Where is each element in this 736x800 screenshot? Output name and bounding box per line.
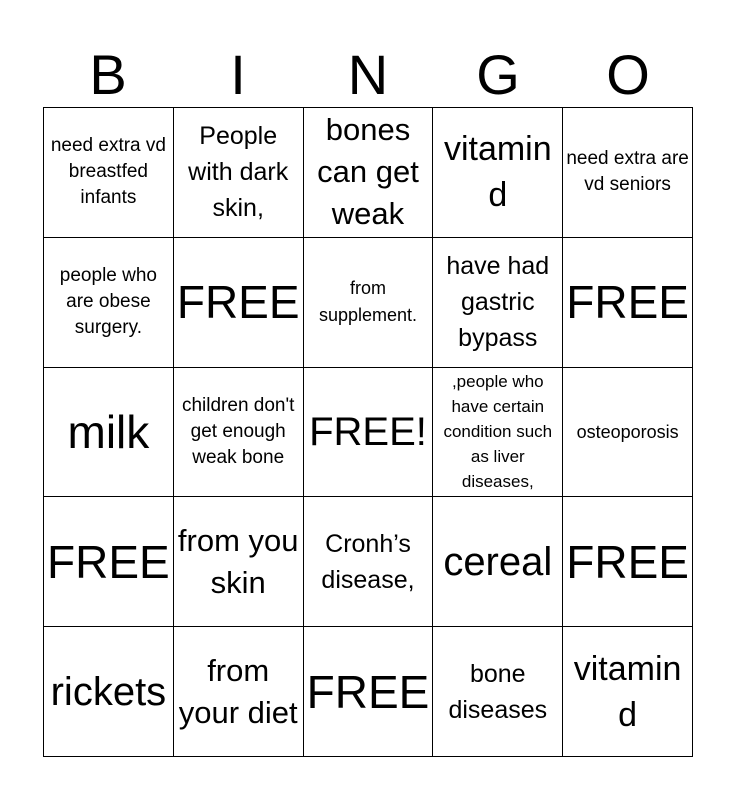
bingo-cell[interactable]	[174, 108, 304, 238]
bingo-cell-text: Cronh’s disease,	[321, 529, 415, 594]
bingo-cell[interactable]	[304, 497, 434, 627]
bingo-cell-text: ,people who have certain condition such as liver diseases,	[443, 372, 553, 492]
bingo-cell-text: need extra vd breastfed infants	[50, 135, 166, 209]
bingo-cell[interactable]	[563, 627, 693, 757]
header-letter-g: G	[476, 43, 520, 106]
bingo-cell-text: bone diseases	[448, 659, 548, 724]
bingo-cell-text: FREE	[47, 535, 170, 588]
bingo-cell-text: cereal	[443, 539, 553, 584]
bingo-grid	[43, 107, 693, 757]
bingo-cell-text: milk	[67, 405, 150, 458]
bingo-cell[interactable]	[44, 108, 174, 238]
bingo-cell-text: vitamin d	[443, 130, 552, 215]
bingo-cell-text: from your diet	[178, 652, 298, 730]
bingo-cell[interactable]	[304, 368, 434, 498]
bingo-cell-text: people who are obese surgery.	[59, 265, 157, 339]
bingo-cell[interactable]	[433, 368, 563, 498]
bingo-cell[interactable]	[563, 368, 693, 498]
bingo-cell[interactable]	[44, 368, 174, 498]
bingo-cell[interactable]	[433, 497, 563, 627]
bingo-cell[interactable]	[44, 497, 174, 627]
bingo-cell-text: need extra are vd seniors	[566, 148, 689, 196]
bingo-cell-text: osteoporosis	[576, 421, 679, 442]
bingo-cell[interactable]	[304, 627, 434, 757]
bingo-header	[43, 44, 693, 106]
bingo-cell-text: FREE	[566, 276, 689, 329]
header-letter-i: I	[230, 43, 246, 106]
bingo-cell[interactable]	[433, 238, 563, 368]
bingo-cell[interactable]	[44, 238, 174, 368]
bingo-cell[interactable]	[304, 238, 434, 368]
bingo-cell-text: from supplement.	[318, 278, 418, 326]
bingo-cell-text: vitamin d	[573, 649, 682, 734]
bingo-cell[interactable]	[433, 108, 563, 238]
bingo-cell-text: FREE!	[309, 409, 427, 454]
bingo-cell[interactable]	[44, 627, 174, 757]
bingo-cell-text: rickets	[50, 669, 167, 714]
bingo-cell-text: children don't get enough weak bone	[181, 394, 295, 468]
bingo-cell[interactable]	[563, 497, 693, 627]
header-letter-o: O	[606, 43, 650, 106]
bingo-cell[interactable]	[174, 368, 304, 498]
bingo-cell-text: FREE	[176, 276, 300, 329]
bingo-cell[interactable]	[563, 238, 693, 368]
bingo-cell[interactable]	[174, 497, 304, 627]
bingo-cell[interactable]	[304, 108, 434, 238]
header-letter-n: N	[347, 43, 389, 106]
bingo-cell[interactable]	[433, 627, 563, 757]
bingo-cell-text: from you skin	[177, 522, 299, 600]
bingo-cell-text: FREE	[566, 535, 689, 588]
bingo-cell[interactable]	[174, 627, 304, 757]
bingo-cell-text: have had gastric bypass	[446, 252, 550, 353]
bingo-cell-text: FREE	[306, 665, 430, 718]
bingo-cell-text: People with dark skin,	[188, 122, 289, 223]
bingo-cell[interactable]	[174, 238, 304, 368]
bingo-cell-text: bones can get weak	[317, 112, 419, 232]
bingo-cell[interactable]	[563, 108, 693, 238]
header-letter-b: B	[89, 43, 127, 106]
